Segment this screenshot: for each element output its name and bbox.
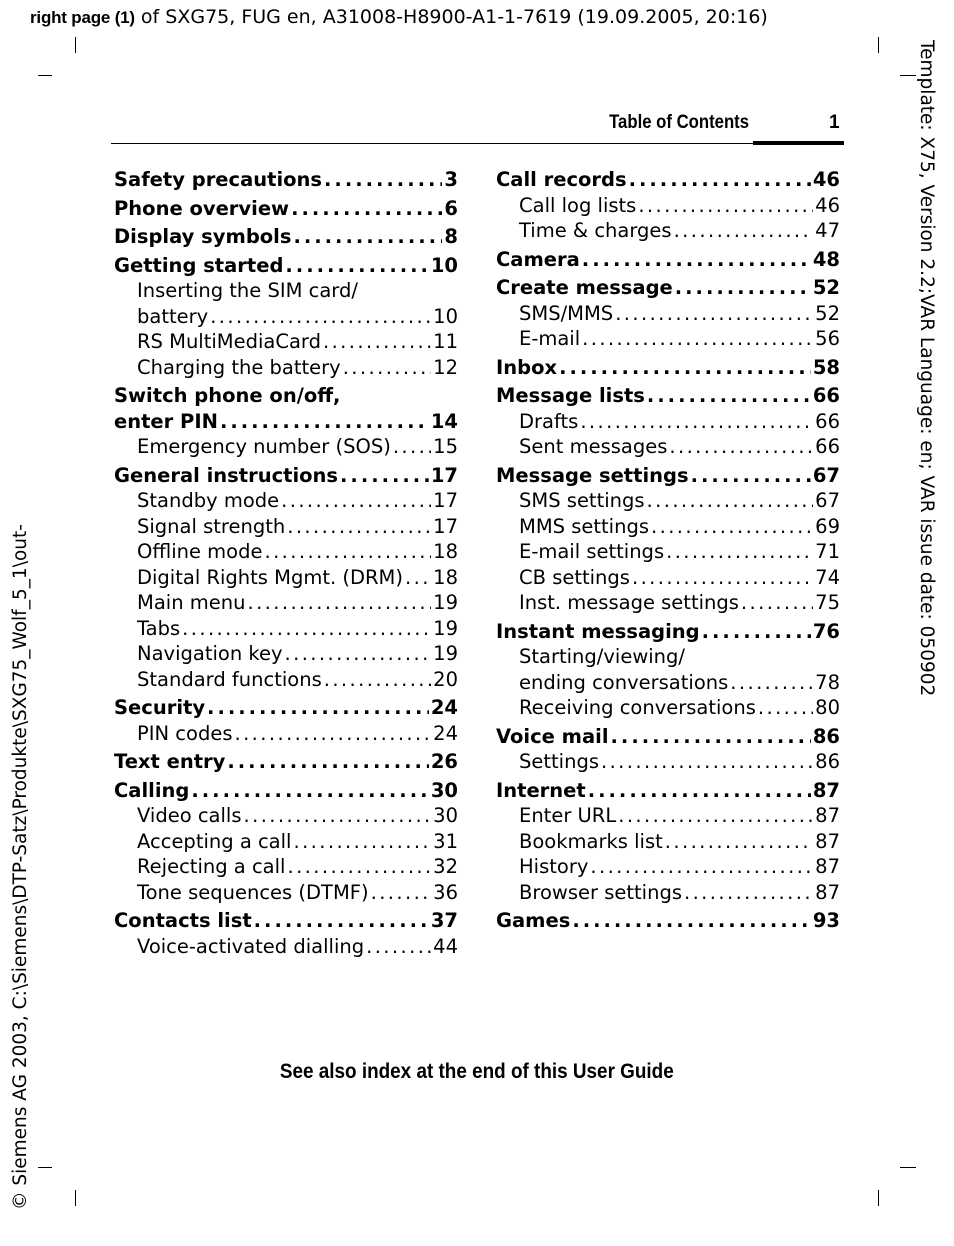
toc-entry[interactable] [114, 409, 458, 435]
toc-entry[interactable] [496, 434, 840, 460]
toc-entry-title: Video calls [137, 804, 242, 827]
dot-leader [254, 908, 429, 934]
toc-entry-title: SMS settings [519, 489, 645, 512]
toc-entry-title: Voice-activated dialling [137, 934, 365, 958]
toc-entry-title: MMS settings [519, 514, 649, 538]
toc-entry-title: General instructions [114, 463, 339, 487]
toc-entry-title: Settings [519, 750, 599, 773]
print-info-page: right page (1) [30, 8, 135, 27]
toc-entry-page: 24 [433, 721, 458, 745]
toc-entry-title: Safety precautions [114, 168, 323, 191]
toc-entry-title: Main menu [137, 591, 246, 614]
toc-entry-title: Bookmarks list [519, 829, 663, 853]
toc-entry-page: 74 [815, 565, 840, 589]
toc-entry-title: Tone sequences (DTMF) [137, 880, 369, 904]
toc-entry-title: Drafts [519, 409, 579, 433]
dot-leader [618, 803, 813, 829]
toc-entry[interactable] [496, 301, 840, 327]
dot-leader [615, 301, 813, 327]
toc-entry-page: 66 [812, 384, 840, 407]
toc-entry-title: ending conversations [519, 670, 729, 694]
toc-entry-title: Receiving conversations [519, 696, 756, 719]
toc-entry-title: battery [137, 304, 209, 328]
toc-entry-page: 56 [815, 327, 840, 350]
toc-entry-title: Digital Rights Mgmt. (DRM) [137, 565, 403, 589]
toc-entry-title: Inbox [496, 355, 558, 379]
dot-leader [293, 224, 442, 250]
toc-entry-title: Internet [496, 778, 586, 802]
toc-entry-title: Create message [496, 276, 673, 299]
toc-entry-page: 17 [430, 463, 458, 487]
toc-entry-page: 30 [430, 778, 458, 802]
dot-leader [234, 721, 431, 747]
toc-entry-title: PIN codes [137, 721, 233, 745]
toc-entry-title: SMS/MMS [519, 301, 614, 325]
toc-entry-title: Standby mode [137, 489, 280, 512]
toc-entry-title: Text entry [114, 750, 226, 773]
crop-mark [878, 37, 879, 53]
toc-entry[interactable] [496, 854, 840, 880]
toc-entry-page: 87 [815, 804, 840, 827]
dot-leader [247, 590, 431, 616]
toc-entry[interactable] [114, 590, 458, 616]
toc-entry-title: Phone overview [114, 196, 290, 220]
dot-leader [324, 667, 431, 693]
toc-entry-title: Getting started [114, 253, 284, 277]
toc-entry-page: 30 [433, 804, 458, 827]
toc-entry-title: History [519, 855, 589, 878]
index-note [0, 1060, 954, 1084]
toc-entry-page: 47 [815, 219, 840, 242]
toc-entry-page: 11 [433, 330, 458, 353]
toc-entry-title: Message settings [496, 463, 689, 487]
toc-entry[interactable] [114, 616, 458, 642]
print-info-line [30, 6, 768, 28]
toc-entry[interactable] [496, 218, 840, 244]
toc-entry-title: Time & charges [519, 219, 672, 242]
dot-leader [629, 167, 811, 193]
dot-leader [666, 539, 813, 565]
toc-entry-page: 19 [433, 616, 458, 640]
toc-entry-title: Emergency number (SOS) [137, 435, 391, 458]
crop-mark [900, 75, 916, 76]
toc-entry-page: 12 [433, 355, 458, 379]
toc-entry-page: 31 [433, 829, 458, 853]
toc-entry-title: CB settings [519, 565, 630, 589]
toc-entry-title: Charging the battery [137, 355, 341, 379]
toc-entry[interactable] [114, 695, 458, 721]
dot-leader [291, 196, 442, 222]
toc-entry[interactable] [496, 463, 840, 489]
toc-entry[interactable] [496, 488, 840, 514]
toc-entry-page: 10 [430, 253, 458, 277]
toc-entry-page: 66 [815, 435, 840, 458]
toc-entry-title: Inst. message settings [519, 591, 739, 614]
toc-entry[interactable] [114, 434, 458, 460]
dot-leader [264, 539, 431, 565]
dot-leader [182, 616, 431, 642]
dot-leader [730, 670, 813, 696]
toc-entry[interactable] [496, 565, 840, 591]
crop-mark [38, 1167, 52, 1168]
toc-entry-title: Call records [496, 168, 627, 191]
toc-entry[interactable] [114, 539, 458, 565]
toc-entry[interactable] [114, 667, 458, 693]
toc-entry-title: Message lists [496, 384, 645, 407]
toc-entry-title: Instant messaging [496, 619, 700, 643]
toc-entry[interactable] [114, 167, 458, 193]
toc-entry[interactable] [114, 934, 458, 960]
toc-entry[interactable] [496, 724, 840, 750]
toc-entry[interactable] [496, 908, 840, 934]
toc-entry-page: 52 [815, 301, 840, 325]
dot-leader [340, 463, 429, 489]
toc-entry-title-line: Starting/viewing/ [519, 645, 685, 668]
toc-entry[interactable] [114, 355, 458, 381]
toc-entry-page: 86 [815, 750, 840, 773]
dot-leader [281, 488, 431, 514]
dot-leader [638, 193, 813, 219]
toc-entry-title: E-mail [519, 327, 581, 350]
toc-entry-page: 20 [433, 667, 458, 691]
toc-entry[interactable] [496, 539, 840, 565]
dot-leader [665, 829, 813, 855]
toc-entry-page: 32 [433, 855, 458, 878]
toc-entry[interactable] [114, 721, 458, 747]
toc-entry[interactable] [114, 880, 458, 906]
toc-entry-page: 36 [433, 880, 458, 904]
toc-entry-title: Contacts list [114, 909, 252, 932]
toc-entry-page: 87 [815, 855, 840, 878]
dot-leader [582, 326, 813, 352]
toc-entry-page: 19 [433, 591, 458, 614]
dot-leader [572, 908, 811, 934]
toc-entry-page: 87 [812, 778, 840, 802]
toc-entry-page: 67 [815, 489, 840, 512]
toc-entry-page: 93 [812, 909, 840, 932]
dot-leader [741, 590, 813, 616]
dot-leader [582, 247, 811, 273]
crop-mark [75, 1190, 76, 1206]
dot-leader [590, 854, 813, 880]
toc-entry-title: Calling [114, 778, 190, 802]
dot-leader [611, 724, 811, 750]
toc-entry[interactable] [114, 463, 458, 489]
dot-leader [601, 749, 813, 775]
toc-entry-title: Games [496, 909, 571, 932]
toc-entry-title: Call log lists [519, 193, 637, 217]
toc-entry[interactable] [114, 304, 458, 330]
toc-entry-page: 87 [815, 880, 840, 904]
toc-entry-page: 67 [812, 463, 840, 487]
toc-entry[interactable] [496, 383, 840, 409]
toc-entry-page: 17 [433, 489, 458, 512]
toc-entry-title: Display symbols [114, 225, 292, 248]
toc-entry-page: 14 [430, 409, 458, 433]
toc-entry[interactable] [114, 196, 458, 222]
dot-leader [691, 463, 811, 489]
toc-entry-title: enter PIN [114, 409, 218, 433]
toc-entry[interactable] [496, 619, 840, 645]
dot-leader [287, 854, 431, 880]
page-header-title: Table of Contents [609, 112, 749, 133]
toc-entry[interactable] [496, 193, 840, 219]
index-note-text: See also index at the end of this User Guide [280, 1060, 674, 1083]
toc-entry-page: 37 [430, 909, 458, 932]
toc-entry-page: 15 [433, 435, 458, 458]
toc-entry-title: Rejecting a call [137, 855, 286, 878]
toc-entry-title: Accepting a call [137, 829, 292, 853]
toc-entry[interactable] [496, 514, 840, 540]
toc-entry[interactable] [114, 854, 458, 880]
toc-entry[interactable] [496, 247, 840, 273]
toc-right-column [496, 164, 840, 934]
toc-entry-page: 19 [433, 642, 458, 665]
toc-entry-title: Sent messages [519, 435, 668, 458]
print-info-details: of SXG75, FUG en, A31008-H8900-A1-1-7619 (19.09.2005, 20:16) [134, 6, 768, 28]
toc-entry-page: 44 [433, 934, 458, 958]
toc-entry-title: Standard functions [137, 667, 322, 691]
toc-entry[interactable] [496, 590, 840, 616]
toc-entry-title: E-mail settings [519, 540, 665, 563]
dot-leader [285, 253, 428, 279]
dot-leader [758, 695, 813, 721]
toc-entry-page: 78 [815, 670, 840, 694]
toc-entry[interactable] [114, 908, 458, 934]
dot-leader [684, 880, 813, 906]
toc-entry-title-line: Switch phone on/off, [114, 384, 341, 407]
toc-entry-title: Signal strength [137, 514, 286, 538]
toc-entry-page: 26 [430, 750, 458, 773]
dot-leader [244, 803, 432, 829]
toc-entry[interactable] [496, 829, 840, 855]
dot-leader [191, 778, 428, 804]
crop-mark [38, 75, 52, 76]
page-number: 1 [829, 112, 840, 133]
toc-entry[interactable] [496, 355, 840, 381]
toc-entry[interactable] [114, 224, 458, 250]
toc-entry-page: 6 [444, 196, 458, 220]
toc-entry-page: 80 [815, 696, 840, 719]
toc-entry[interactable] [496, 409, 840, 435]
toc-entry[interactable] [496, 803, 840, 829]
toc-entry[interactable] [114, 641, 458, 667]
dot-leader [674, 218, 814, 244]
toc-entry[interactable] [114, 749, 458, 775]
dot-leader [227, 749, 428, 775]
toc-left-column [114, 164, 458, 959]
dot-leader [371, 880, 432, 906]
toc-entry[interactable] [496, 778, 840, 804]
dot-leader [588, 778, 811, 804]
toc-entry-title: RS MultiMediaCard [137, 330, 321, 353]
toc-entry-page: 17 [433, 514, 458, 538]
toc-entry-title: Enter URL [519, 804, 617, 827]
copyright-path-vertical: © Siemens AG 2003, C:\Siemens\DTP-Satz\Produkte\SXG75_Wolf_5_1\out- [10, 524, 31, 1210]
toc-entry-title: Camera [496, 247, 580, 271]
dot-leader [323, 329, 431, 355]
dot-leader [675, 275, 811, 301]
toc-entry-title: Voice mail [496, 724, 609, 748]
dot-leader [669, 434, 813, 460]
toc-entry-page: 8 [444, 225, 458, 248]
header-rule-accent [753, 141, 844, 145]
dot-leader [366, 934, 431, 960]
toc-entry-title: Tabs [137, 616, 181, 640]
dot-leader [285, 641, 432, 667]
dot-leader [651, 514, 813, 540]
toc-entry-title: Offline mode [137, 540, 263, 563]
dot-leader [559, 355, 811, 381]
toc-entry-page: 10 [433, 304, 458, 328]
toc-entry-page: 46 [815, 193, 840, 217]
dot-leader [647, 488, 814, 514]
toc-entry-page: 66 [815, 409, 840, 433]
toc-entry[interactable] [496, 275, 840, 301]
toc-entry-page: 24 [430, 696, 458, 719]
toc-entry[interactable] [496, 695, 840, 721]
header-rule [111, 143, 844, 144]
toc-entry-page: 58 [812, 355, 840, 379]
toc-entry-page: 75 [815, 591, 840, 614]
toc-entry-page: 18 [433, 565, 458, 589]
toc-entry-title: Security [114, 696, 206, 719]
toc-entry-page: 69 [815, 514, 840, 538]
toc-entry[interactable] [496, 670, 840, 696]
dot-leader [405, 565, 431, 591]
toc-entry[interactable] [114, 253, 458, 279]
toc-entry-page: 71 [815, 540, 840, 563]
toc-entry[interactable] [496, 880, 840, 906]
dot-leader [647, 383, 811, 409]
dot-leader [393, 434, 431, 460]
toc-entry[interactable] [114, 329, 458, 355]
dot-leader [702, 619, 811, 645]
dot-leader [343, 355, 431, 381]
dot-leader [220, 409, 429, 435]
dot-leader [207, 695, 429, 721]
crop-mark [75, 37, 76, 53]
toc-entry-page: 86 [812, 724, 840, 748]
crop-mark [878, 1190, 879, 1206]
toc-entry-page: 52 [812, 276, 840, 299]
toc-entry[interactable] [114, 488, 458, 514]
toc-entry-title-line: Inserting the SIM card/ [137, 279, 358, 302]
dot-leader [210, 304, 431, 330]
toc-entry[interactable] [114, 803, 458, 829]
toc-entry[interactable] [114, 514, 458, 540]
toc-entry[interactable] [496, 167, 840, 193]
toc-entry[interactable] [496, 749, 840, 775]
toc-entry-page: 87 [815, 829, 840, 853]
toc-entry-page: 46 [812, 168, 840, 191]
dot-leader [293, 829, 431, 855]
toc-entry[interactable] [496, 326, 840, 352]
toc-entry-title: Browser settings [519, 880, 682, 904]
dot-leader [287, 514, 431, 540]
dot-leader [580, 409, 813, 435]
toc-entry[interactable] [114, 778, 458, 804]
toc-entry-title: Navigation key [137, 642, 283, 665]
toc-entry-page: 48 [812, 247, 840, 271]
dot-leader [632, 565, 813, 591]
template-info-vertical: Template: X75, Version 2.2;VAR Language: en; VAR issue date: 050902 [916, 40, 937, 697]
toc-entry-page: 3 [444, 168, 458, 191]
dot-leader [324, 167, 442, 193]
crop-mark [900, 1167, 916, 1168]
toc-entry-page: 76 [812, 619, 840, 643]
toc-entry-page: 18 [433, 540, 458, 563]
toc-entry[interactable] [114, 829, 458, 855]
toc-entry[interactable] [114, 565, 458, 591]
